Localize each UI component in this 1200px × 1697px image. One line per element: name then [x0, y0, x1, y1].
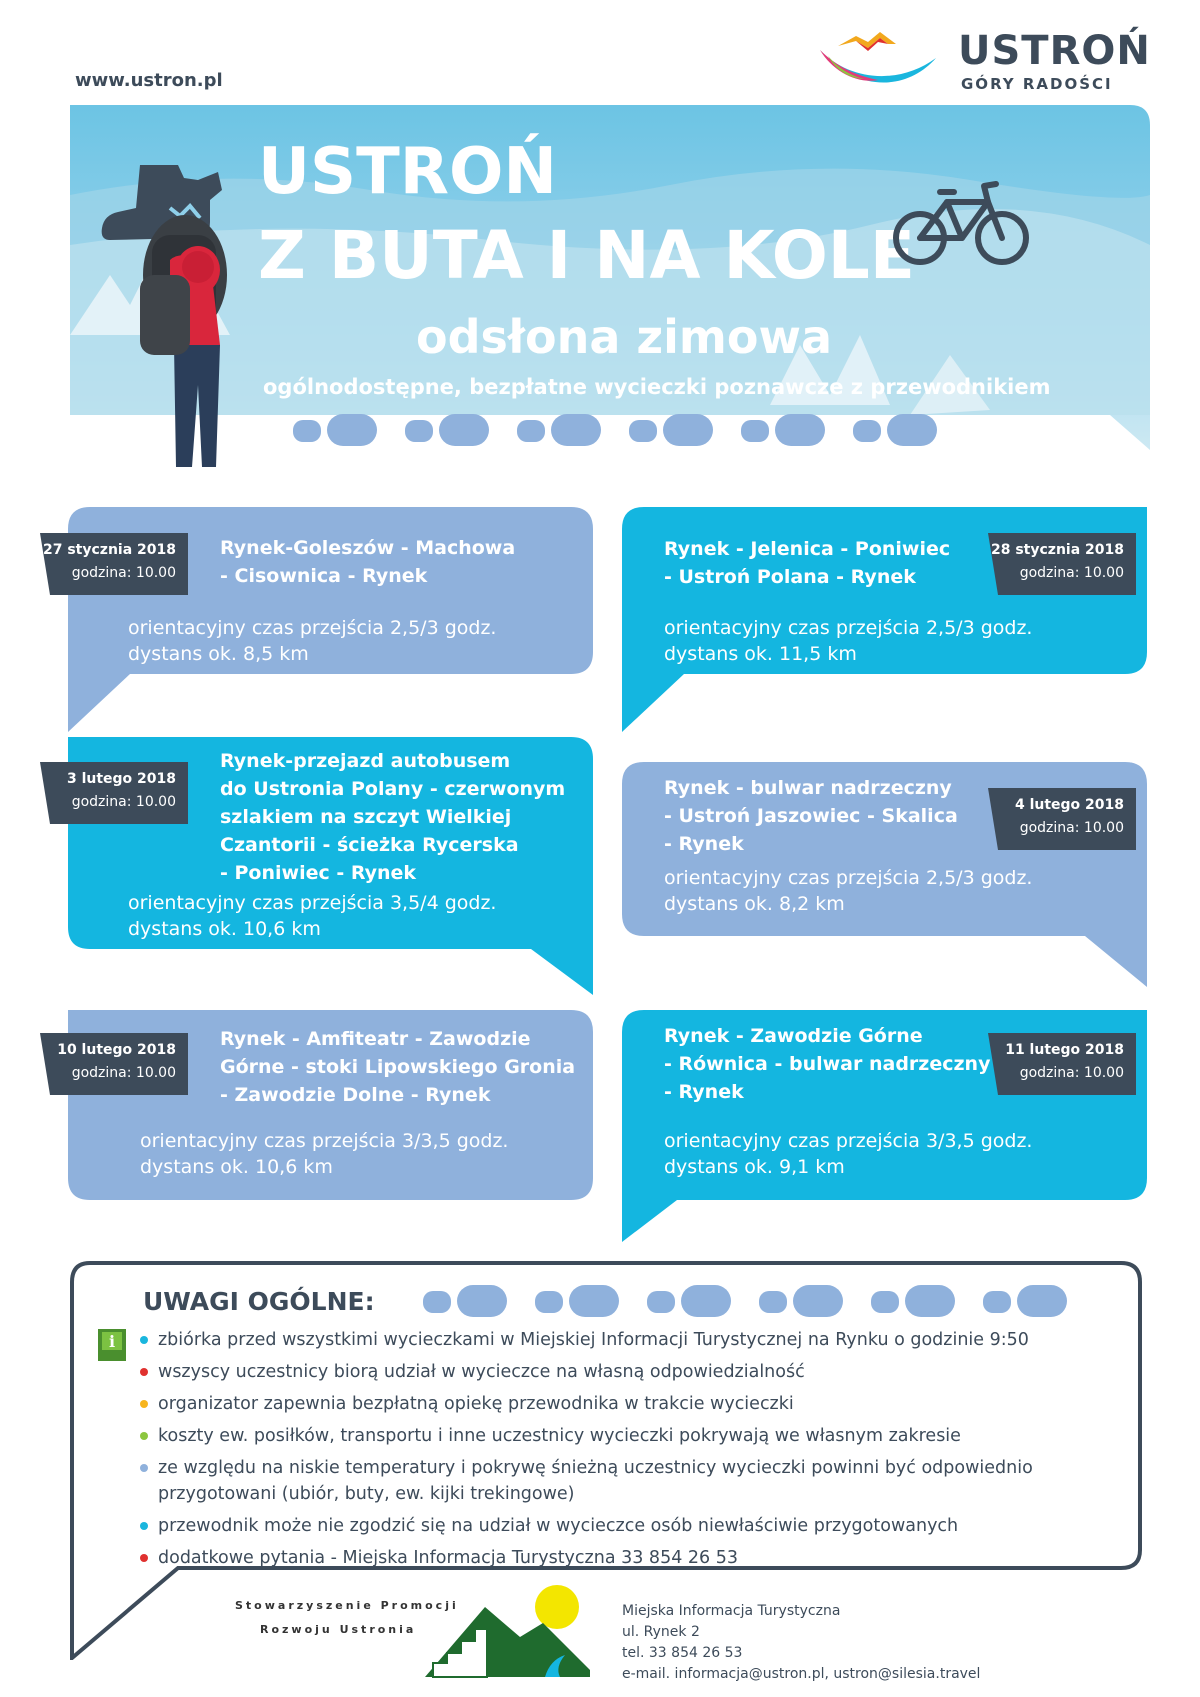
footprint-icon [280, 410, 392, 450]
trip-details: orientacyjny czas przejścia 3,5/4 godz. dystans ok. 10,6 km [128, 892, 497, 940]
contact-info [622, 1601, 980, 1685]
logo-title: USTROŃ [958, 28, 1151, 74]
org-name-line2: Rozwoju Ustronia [260, 1623, 417, 1636]
trip-details: orientacyjny czas przejścia 3/3,5 godz. dystans ok. 9,1 km [664, 1130, 1033, 1178]
footprint-icon [410, 1281, 522, 1321]
contact-email[interactable]: e-mail. informacja@ustron.pl, ustron@silesia.travel [622, 1666, 981, 1682]
trip-route: Rynek-przejazd autobusem do Ustronia Polany - czerwonym szlakiem na szczyt Wielkiej Czantorii - ścieżka Rycerska - Poniwiec - Rynek [220, 750, 566, 884]
trip-details: orientacyjny czas przejścia 2,5/3 godz. dystans ok. 8,2 km [664, 867, 1033, 915]
note-item: wszyscy uczestnicy biorą udział w wycieczce na własną odpowiedzialność [140, 1359, 1100, 1385]
date-tag-3: 3 lutego 2018 godzina: 10.00 [40, 762, 188, 824]
bullet-icon [140, 1522, 148, 1530]
notes-title: UWAGI OGÓLNE: [143, 1287, 375, 1316]
trip-route: Rynek - bulwar nadrzeczny - Ustroń Jaszowiec - Skalica - Rynek [664, 777, 958, 855]
bullet-icon [140, 1464, 148, 1472]
footprints-decoration [410, 1281, 1082, 1321]
association-logo [230, 1585, 590, 1685]
note-item: ze względu na niskie temperatury i pokrywę śnieżną uczestnicy wycieczki powinni być odpowiednio przygotowani (ubiór, buty, ew. kijki trekingowe) [140, 1455, 1100, 1507]
hero-title-winter: odsłona zimowa [416, 310, 832, 364]
date-tag-1: 27 stycznia 2018 godzina: 10.00 [40, 533, 188, 595]
website-url[interactable]: www.ustron.pl [75, 70, 223, 91]
note-item: przewodnik może nie zgodzić się na udział w wycieczce osób niewłaściwie przygotowanych [140, 1513, 1100, 1539]
org-name-line1: Stowarzyszenie Promocji [235, 1599, 459, 1612]
bullet-icon [140, 1554, 148, 1562]
date-tag-2: 28 stycznia 2018 godzina: 10.00 [988, 533, 1136, 595]
trip-route: Rynek - Amfiteatr - Zawodzie Górne - stoki Lipowskiego Gronia - Zawodzie Dolne - Rynek [220, 1028, 576, 1106]
hiker-photo [70, 155, 240, 475]
footprint-icon [746, 1281, 858, 1321]
note-item: koszty ew. posiłków, transportu i inne uczestnicy wycieczki pokrywają we własnym zakresie [140, 1423, 1100, 1449]
bullet-icon [140, 1400, 148, 1408]
ustron-logo [818, 28, 1151, 98]
contact-org: Miejska Informacja Turystyczna [622, 1603, 841, 1619]
bicycle-icon [892, 180, 1032, 270]
bullet-icon [140, 1336, 148, 1344]
hero-subtitle: ogólnodostępne, bezpłatne wycieczki poznawcze z przewodnikiem [263, 375, 1051, 399]
trip-details: orientacyjny czas przejścia 2,5/3 godz. dystans ok. 8,5 km [128, 617, 497, 665]
footprint-icon [522, 1281, 634, 1321]
note-item: zbiórka przed wszystkimi wycieczkami w Miejskiej Informacji Turystycznej na Rynku o godzinie 9:50 [140, 1327, 1100, 1353]
hero-title-ustron: USTROŃ [258, 135, 557, 209]
trip-route: Rynek-Goleszów - Machowa - Cisownica - Rynek [220, 537, 516, 587]
trip-details: orientacyjny czas przejścia 2,5/3 godz. dystans ok. 11,5 km [664, 617, 1033, 665]
contact-address: ul. Rynek 2 [622, 1624, 700, 1640]
date-tag-5: 10 lutego 2018 godzina: 10.00 [40, 1033, 188, 1095]
contact-phone: tel. 33 854 26 53 [622, 1645, 743, 1661]
date-tag-6: 11 lutego 2018 godzina: 10.00 [988, 1033, 1136, 1095]
mountain-hotel-icon [425, 1585, 590, 1685]
tourist-info-icon [98, 1329, 126, 1361]
footprint-icon [728, 410, 840, 450]
note-item: dodatkowe pytania - Miejska Informacja Turystyczna 33 854 26 53 [140, 1545, 1100, 1571]
footprint-icon [616, 410, 728, 450]
bullet-icon [140, 1368, 148, 1376]
footprint-icon [858, 1281, 970, 1321]
note-item: organizator zapewnia bezpłatną opiekę przewodnika w trakcie wycieczki [140, 1391, 1100, 1417]
footprint-icon [840, 410, 952, 450]
bullet-icon [140, 1432, 148, 1440]
hero-title-main: Z BUTA I NA KOLE [258, 217, 915, 294]
footprint-icon [392, 410, 504, 450]
date-tag-4: 4 lutego 2018 godzina: 10.00 [988, 788, 1136, 850]
trip-route: Rynek - Zawodzie Górne - Równica - bulwar nadrzeczny - Rynek [664, 1025, 991, 1103]
mountain-logo-icon [818, 28, 948, 98]
logo-subtitle: GÓRY RADOŚCI [961, 75, 1113, 93]
footprint-icon [634, 1281, 746, 1321]
footprint-icon [970, 1281, 1082, 1321]
trip-details: orientacyjny czas przejścia 3/3,5 godz. dystans ok. 10,6 km [140, 1130, 509, 1178]
notes-list [140, 1327, 1100, 1577]
svg-text:i: i [108, 1332, 116, 1351]
trip-route: Rynek - Jelenica - Poniwiec - Ustroń Polana - Rynek [664, 538, 951, 588]
footprint-icon [504, 410, 616, 450]
footprints-decoration [280, 410, 952, 450]
